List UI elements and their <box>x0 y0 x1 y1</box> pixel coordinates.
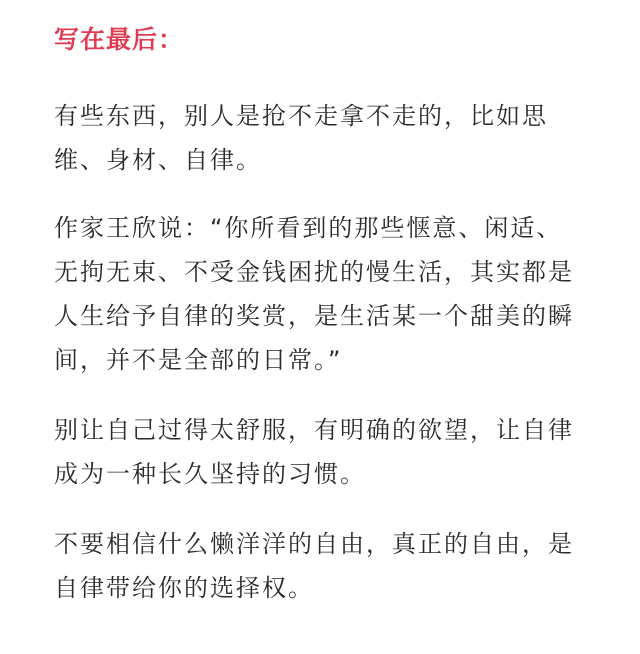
paragraph-1 <box>54 94 588 182</box>
paragraph-1-line-2: 维、身材、自律。 <box>54 146 262 174</box>
paragraph-4 <box>54 522 588 610</box>
paragraph-2-quote <box>54 206 588 382</box>
paragraph-2-line-4: 间，并不是全部的日常。” <box>54 346 343 374</box>
paragraph-4-line-2: 自律带给你的选择权。 <box>54 574 314 602</box>
paragraph-3 <box>54 408 588 496</box>
paragraph-2-line-2: 无拘无束、不受金钱困扰的慢生活，其实都是 <box>54 258 574 286</box>
paragraph-4-line-1: 不要相信什么懒洋洋的自由，真正的自由，是 <box>54 530 574 558</box>
section-heading: 写在最后： <box>54 25 185 54</box>
paragraph-2-line-3: 人生给予自律的奖赏，是生活某一个甜美的瞬 <box>54 302 574 330</box>
paragraph-3-line-2: 成为一种长久坚持的习惯。 <box>54 460 366 488</box>
paragraph-3-line-1: 别让自己过得太舒服，有明确的欲望，让自律 <box>54 416 574 444</box>
paragraph-1-line-1: 有些东西，别人是抢不走拿不走的，比如思 <box>54 102 548 130</box>
paragraph-2-line-1: 作家王欣说：“你所看到的那些惬意、闲适、 <box>54 214 563 242</box>
